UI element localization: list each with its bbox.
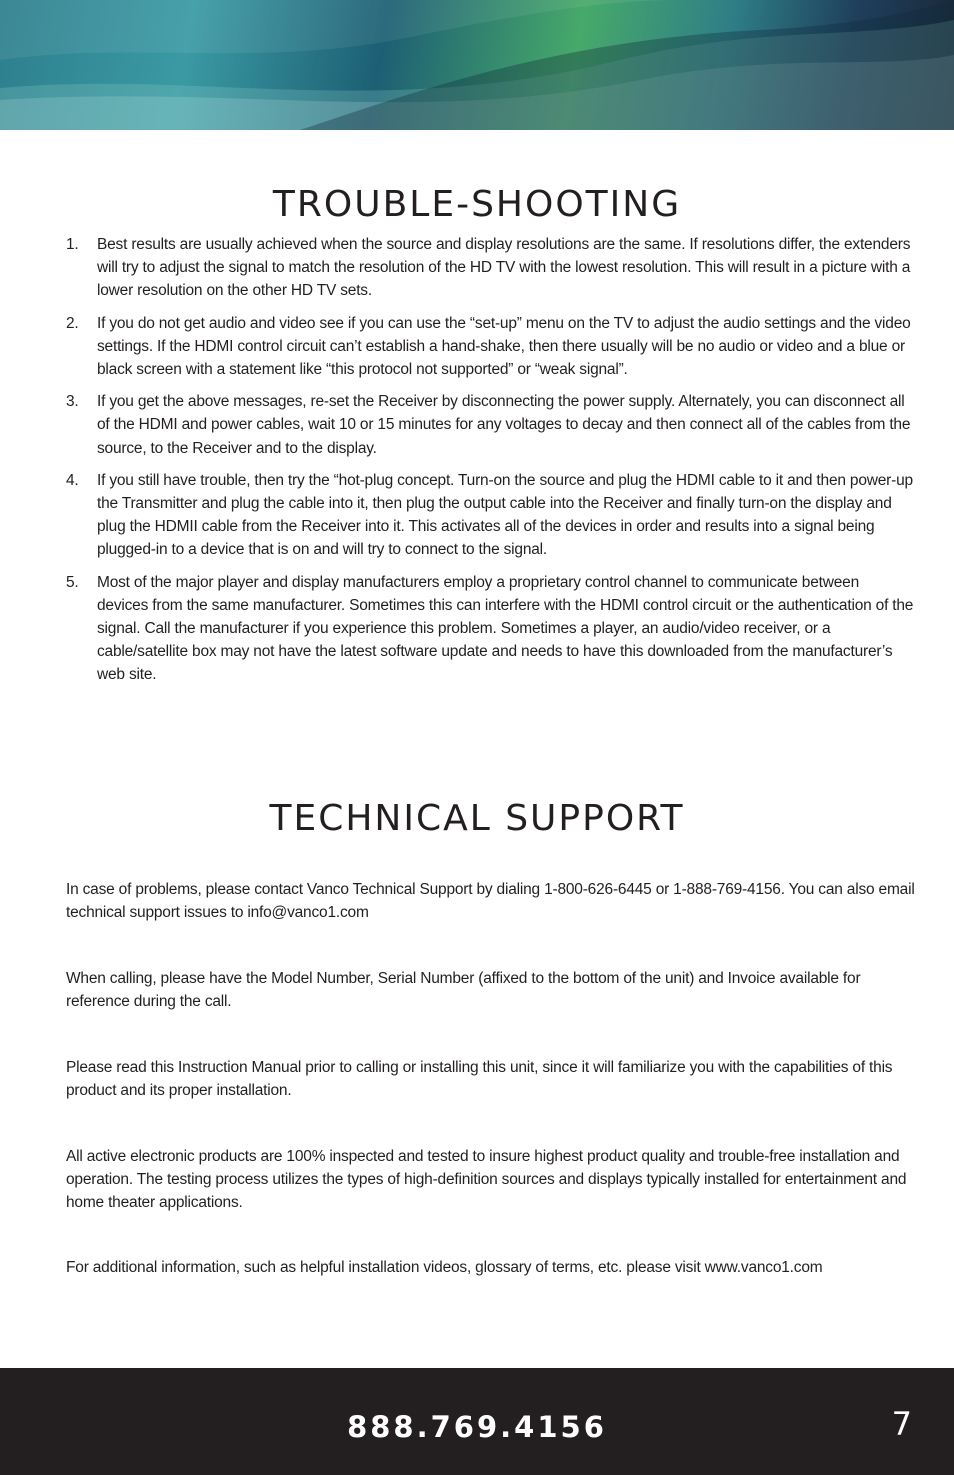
banner-wave-graphic <box>0 0 954 130</box>
troubleshooting-title: TROUBLE-SHOOTING <box>272 184 682 225</box>
technical-support-title: TECHNICAL SUPPORT <box>269 798 685 839</box>
list-item <box>66 571 914 687</box>
list-item <box>66 312 914 382</box>
list-item <box>66 469 914 562</box>
support-calling-paragraph: When calling, please have the Model Number, Serial Number (affixed to the bottom of the unit) and Invoice available for reference during the call. <box>66 970 861 1011</box>
list-item-number: 4. <box>66 471 79 489</box>
list-item <box>66 233 914 303</box>
list-item-text: Most of the major player and display manufacturers employ a proprietary control channel to communicate between devices from the same manufacturer. Sometimes this can interfere with the HDMI control circuit or the authentication of the signal. Call the manufacturer if you experience this problem. Sometimes a player, an audio/video receiver, or a cable/satellite box may not have the latest software update and needs to have this downloaded from the manufacturer’s web site. <box>97 573 914 684</box>
troubleshooting-list <box>66 233 914 696</box>
list-item-number: 3. <box>66 393 79 411</box>
page-number: 7 <box>891 1405 912 1443</box>
support-info-paragraph: For additional information, such as helpful installation videos, glossary of terms, etc. please visit www.vanco1.com <box>66 1259 823 1276</box>
list-item-number: 2. <box>66 314 79 332</box>
footer-phone-number: 888.769.4156 <box>347 1410 607 1444</box>
list-item-text: If you get the above messages, re-set the Receiver by disconnecting the power supply. Alternately, you can disconnect all of the HDMI and power cables, wait 10 or 15 minutes for any voltages to decay and then connect all of the cables from the source, to the Receiver and to the display. <box>97 393 911 457</box>
list-item-text: If you still have trouble, then try the “hot-plug concept. Turn-on the source and plug the HDMI cable to it and then power-up the Transmitter and plug the cable into it, then plug the output cable into the Receiver and finally turn-on the display and plug the HDMII cable from the Receiver into it. This activates all of the devices in order and results into a signal being plugged-in to a device that is on and will try to connect to the signal. <box>97 471 913 559</box>
list-item-number: 1. <box>66 236 79 253</box>
header-banner <box>0 0 954 130</box>
list-item-text: If you do not get audio and video see if you can use the “set-up” menu on the TV to adjust the audio settings and the video settings. If the HDMI control circuit can’t establish a hand-shake, then there usually will be no audio or video and a blue or black screen with a statement like “this protocol not supported” or “weak signal”. <box>97 314 911 379</box>
list-item-number: 5. <box>66 573 79 591</box>
support-manual-paragraph: Please read this Instruction Manual prior to calling or installing this unit, since it will familiarize you with the capabilities of this product and its proper installation. <box>66 1059 893 1100</box>
support-contact-paragraph: In case of problems, please contact Vanco Technical Support by dialing 1-800-626-6445 or 1-888-769-4156. You can also email technical support issues to info@vanco1.com <box>66 881 915 922</box>
list-item <box>66 390 914 460</box>
list-item-text: Best results are usually achieved when the source and display resolutions are the same. If resolutions differ, the extenders will try to adjust the signal to match the resolution of the HD TV with the lowest resolution. This will result in a picture with a lower resolution on the other HD TV sets. <box>97 236 911 300</box>
support-testing-paragraph: All active electronic products are 100% inspected and tested to insure highest product quality and trouble-free installation and operation. The testing process utilizes the types of high-definition sources and displays typically installed for entertainment and home theater applications. <box>66 1148 907 1212</box>
